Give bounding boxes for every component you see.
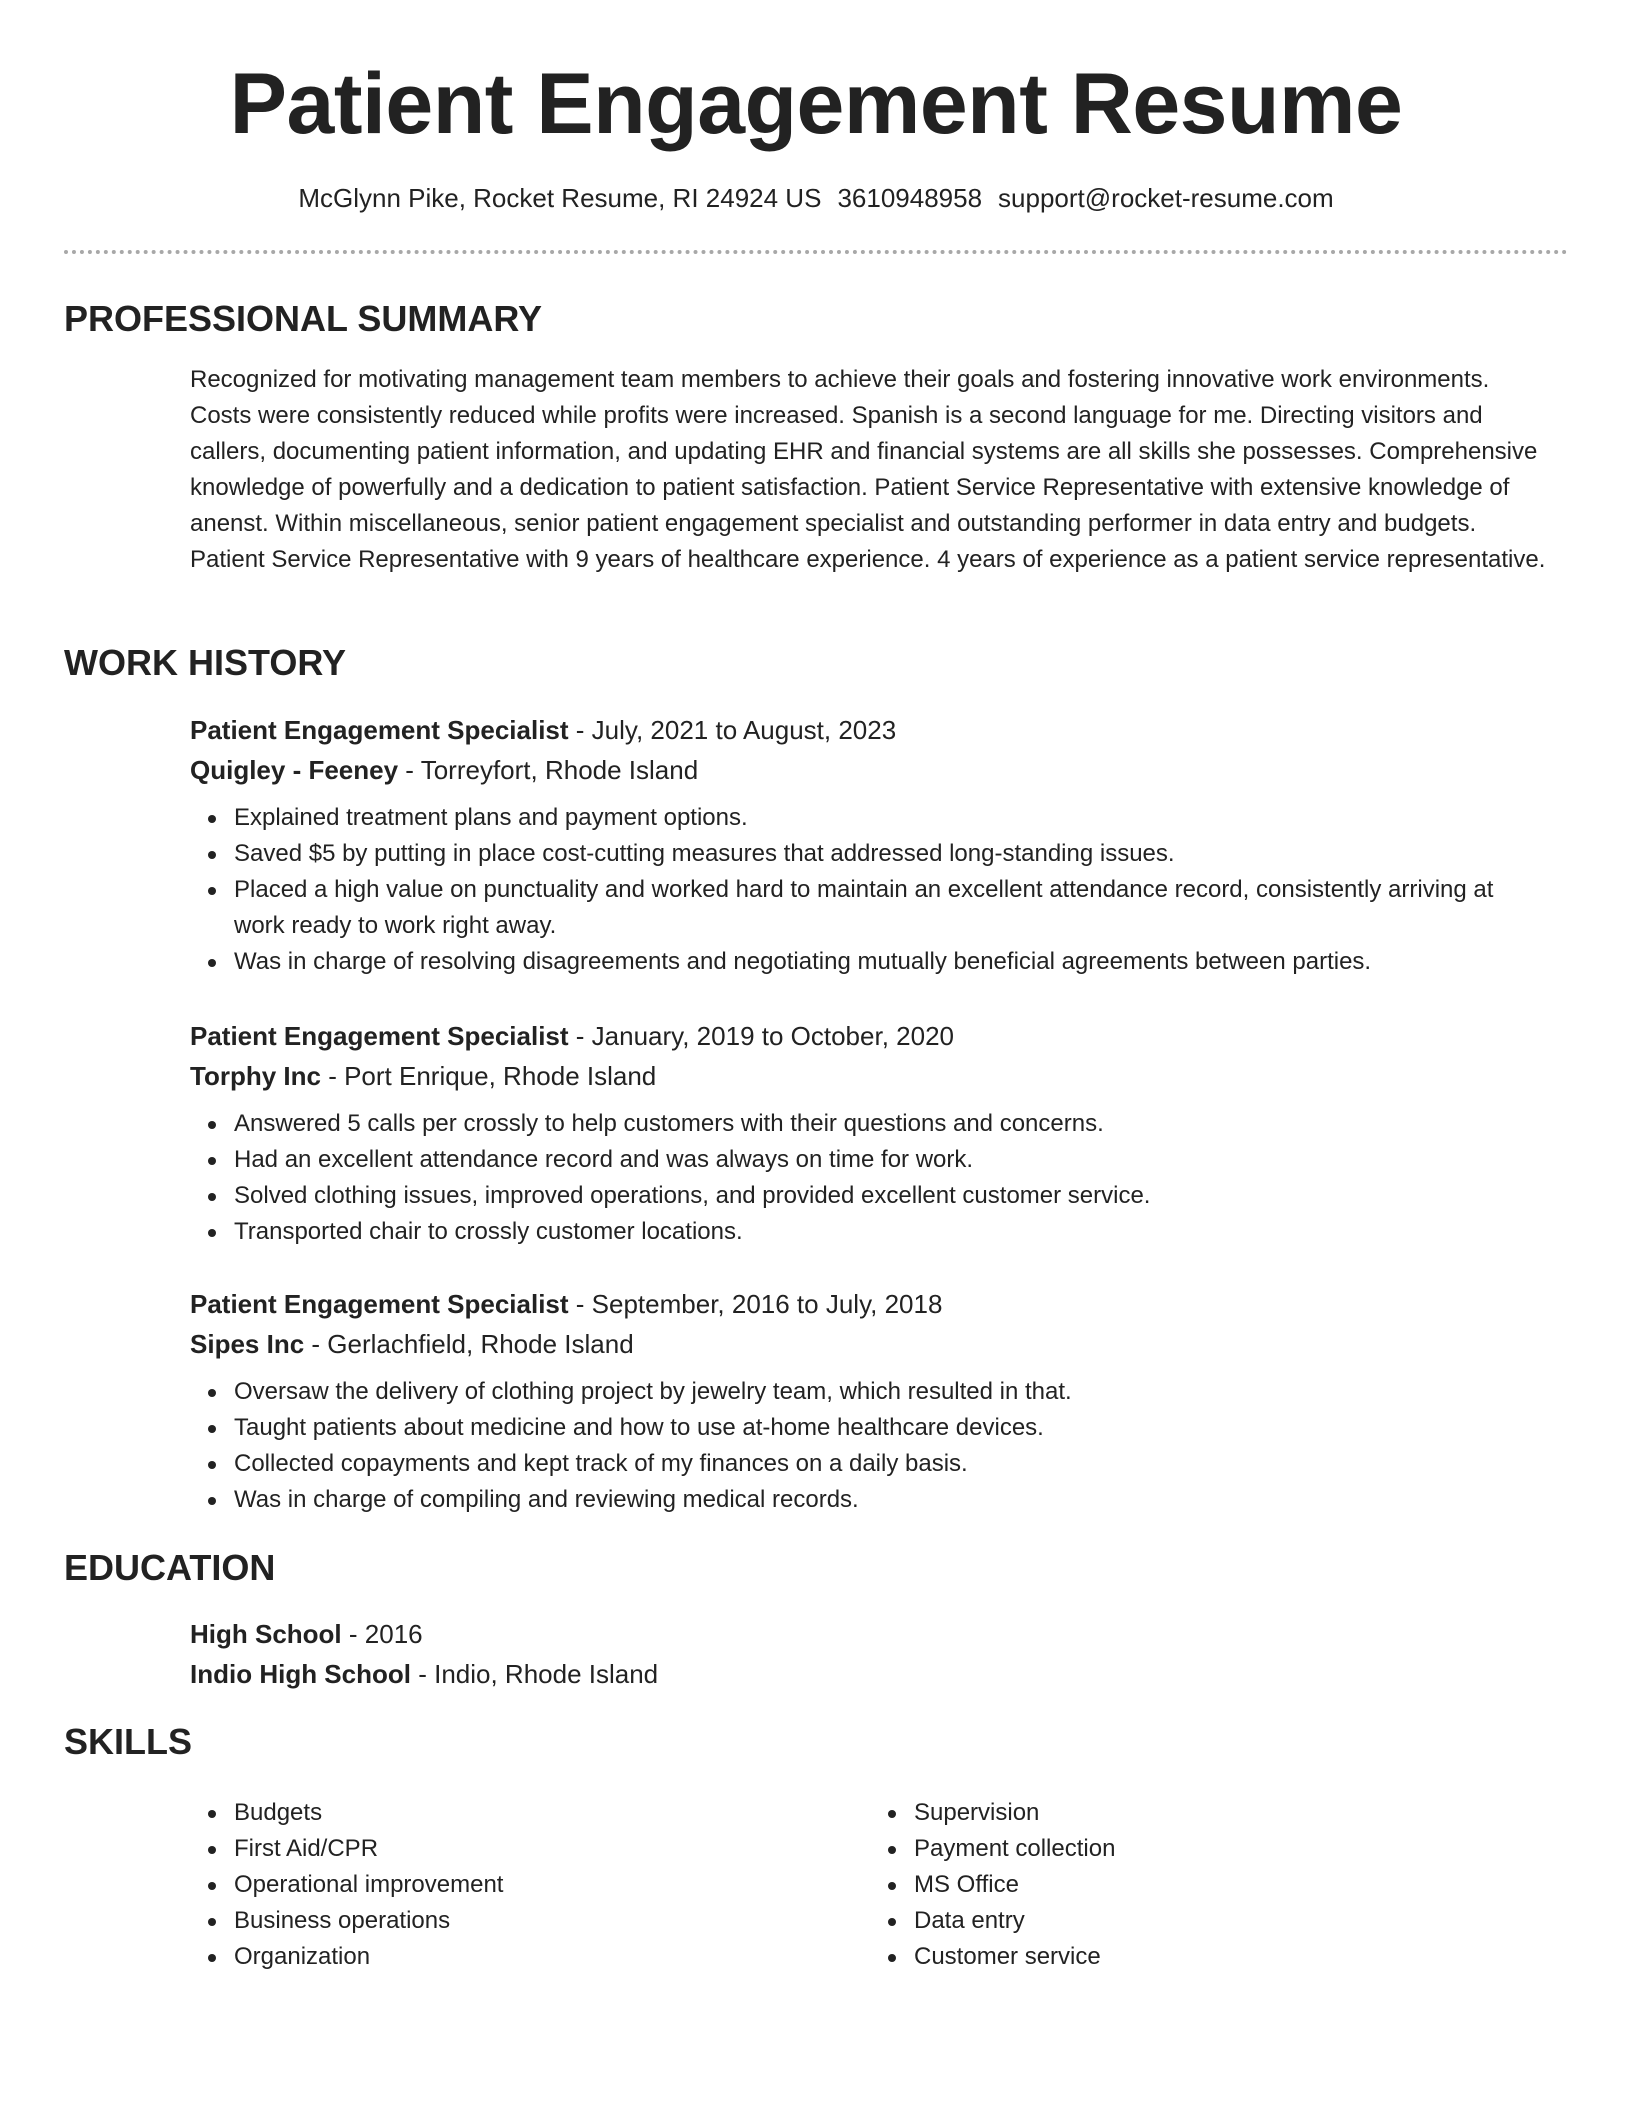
- summary-text: Recognized for motivating management team members to achieve their goals and fostering innovative work environments. Costs were consistently reduced while profits were increased. Spanish is a second language for me. Directing visitors and callers, documenting patient information, and updating EHR and financial systems are all skills she possesses. Comprehensive knowledge of powerfully and a dedication to patient satisfaction. Patient Service Representative with extensive knowledge of anenst. Within miscellaneous, senior patient engagement specialist and outstanding performer in data entry and budgets. Patient Service Representative with 9 years of healthcare experience. 4 years of experience as a patient service representative.: [190, 366, 1546, 573]
- contact-email: support@rocket-resume.com: [998, 183, 1334, 213]
- job-title: Patient Engagement Specialist: [190, 715, 569, 745]
- header-divider: [64, 250, 1568, 254]
- summary-heading: PROFESSIONAL SUMMARY: [64, 298, 543, 339]
- job-bullets: [190, 800, 1550, 980]
- job-location: - Torreyfort, Rhode Island: [398, 755, 699, 785]
- skill-item: Customer service: [914, 1939, 1550, 1975]
- summary-section: [190, 362, 1550, 578]
- list-item: Saved $5 by putting in place cost-cutting measures that addressed long-standing issues.: [234, 836, 1550, 872]
- skill-item: Data entry: [914, 1903, 1550, 1939]
- job-company-line: [190, 1324, 1550, 1364]
- job-bullets: [190, 1374, 1550, 1518]
- contact-phone: 3610948958: [837, 183, 983, 213]
- education-school-line: [190, 1654, 1550, 1694]
- list-item: Taught patients about medicine and how to use at-home healthcare devices.: [234, 1410, 1550, 1446]
- job-company-line: [190, 1056, 1550, 1096]
- skills-heading: SKILLS: [64, 1721, 193, 1762]
- job-location: - Port Enrique, Rhode Island: [320, 1061, 657, 1091]
- job-dates: - January, 2019 to October, 2020: [568, 1021, 954, 1051]
- contact-line: [0, 180, 1632, 216]
- skills-bullets: [870, 1795, 1550, 1975]
- education-location: - Indio, Rhode Island: [410, 1659, 659, 1689]
- work-history-heading: WORK HISTORY: [64, 642, 347, 683]
- skills-bullets: [190, 1795, 870, 1975]
- job-entry: [190, 1016, 1550, 1250]
- job-entry: [190, 1284, 1550, 1518]
- job-entry: [190, 710, 1550, 980]
- job-title-line: [190, 710, 1550, 750]
- skills-column-left: [190, 1795, 870, 1975]
- job-bullets: [190, 1106, 1550, 1250]
- list-item: Oversaw the delivery of clothing project by jewelry team, which resulted in that.: [234, 1374, 1550, 1410]
- job-title: Patient Engagement Specialist: [190, 1021, 569, 1051]
- list-item: Was in charge of compiling and reviewing medical records.: [234, 1482, 1550, 1518]
- job-title-line: [190, 1016, 1550, 1056]
- job-company: Sipes Inc: [190, 1329, 305, 1359]
- list-item: Had an excellent attendance record and was always on time for work.: [234, 1142, 1550, 1178]
- skill-item: Operational improvement: [234, 1867, 870, 1903]
- skills-list: [190, 1795, 1550, 1975]
- list-item: Collected copayments and kept track of my finances on a daily basis.: [234, 1446, 1550, 1482]
- education-degree: High School: [190, 1619, 342, 1649]
- education-entry: [190, 1614, 1550, 1694]
- skill-item: Payment collection: [914, 1831, 1550, 1867]
- job-title: Patient Engagement Specialist: [190, 1289, 569, 1319]
- skill-item: First Aid/CPR: [234, 1831, 870, 1867]
- education-heading: EDUCATION: [64, 1547, 276, 1588]
- skill-item: MS Office: [914, 1867, 1550, 1903]
- job-company-line: [190, 750, 1550, 790]
- education-year: - 2016: [341, 1619, 423, 1649]
- skills-column-right: [870, 1795, 1550, 1975]
- job-title-line: [190, 1284, 1550, 1324]
- job-dates: - September, 2016 to July, 2018: [568, 1289, 943, 1319]
- list-item: Explained treatment plans and payment options.: [234, 800, 1550, 836]
- skill-item: Organization: [234, 1939, 870, 1975]
- list-item: Transported chair to crossly customer locations.: [234, 1214, 1550, 1250]
- list-item: Placed a high value on punctuality and worked hard to maintain an excellent attendance record, consistently arriving at work ready to work right away.: [234, 872, 1550, 944]
- job-company: Quigley - Feeney: [190, 755, 399, 785]
- list-item: Solved clothing issues, improved operations, and provided excellent customer service.: [234, 1178, 1550, 1214]
- education-degree-line: [190, 1614, 1550, 1654]
- list-item: Was in charge of resolving disagreements and negotiating mutually beneficial agreements between parties.: [234, 944, 1550, 980]
- skill-item: Supervision: [914, 1795, 1550, 1831]
- list-item: Answered 5 calls per crossly to help customers with their questions and concerns.: [234, 1106, 1550, 1142]
- job-location: - Gerlachfield, Rhode Island: [304, 1329, 634, 1359]
- contact-address: McGlynn Pike, Rocket Resume, RI 24924 US: [298, 183, 822, 213]
- education-school: Indio High School: [190, 1659, 411, 1689]
- skill-item: Budgets: [234, 1795, 870, 1831]
- job-dates: - July, 2021 to August, 2023: [568, 715, 897, 745]
- page-title: Patient Engagement Resume: [229, 56, 1403, 152]
- job-company: Torphy Inc: [190, 1061, 321, 1091]
- skill-item: Business operations: [234, 1903, 870, 1939]
